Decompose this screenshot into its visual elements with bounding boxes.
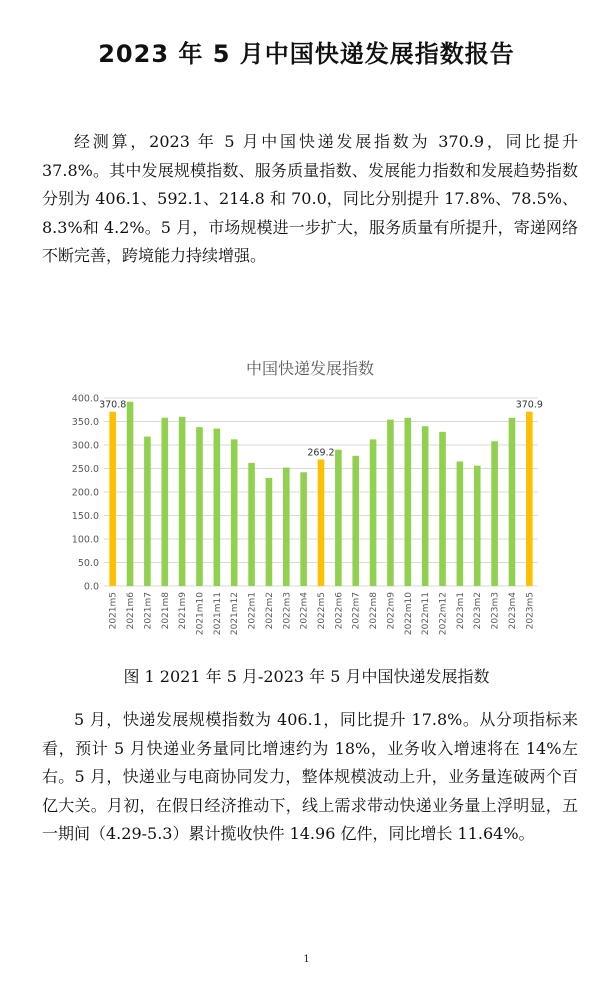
x-tick-label: 2021m10	[195, 592, 206, 636]
y-tick-label: 350.0	[71, 417, 99, 428]
paragraph-summary: 经测算，2023 年 5 月中国快递发展指数为 370.9，同比提升 37.8%。其中发展规模指数、服务质量指数、发展能力指数和发展趋势指数分别为 406.1、592.1、214.8 和 70.0，同比分别提升 17.8%、78.5%、8.3%和 4.2%。5 月，市场规模进一步扩大，服务质量有所提升，寄递网络不断完善，跨境能力持续增强。	[42, 132, 578, 266]
bar	[335, 450, 342, 586]
x-tick-label: 2022m4	[299, 592, 310, 630]
page-number: 1	[303, 954, 310, 965]
bar	[144, 437, 151, 586]
y-tick-label: 250.0	[71, 464, 99, 475]
bar	[491, 441, 498, 586]
x-tick-label: 2023m2	[473, 592, 484, 630]
bar	[387, 420, 394, 586]
x-tick-label: 2022m6	[334, 592, 345, 630]
bar	[352, 456, 359, 586]
x-tick-label: 2021m7	[143, 592, 154, 630]
x-tick-label: 2022m9	[386, 592, 397, 630]
x-tick-label: 2022m12	[438, 592, 449, 636]
x-tick-label: 2021m9	[178, 592, 189, 630]
x-tick-label: 2021m6	[126, 592, 137, 630]
y-tick-label: 400.0	[71, 393, 99, 405]
y-tick-label: 200.0	[71, 487, 99, 499]
bar	[457, 461, 464, 586]
bar	[248, 463, 255, 586]
y-tick-label: 100.0	[71, 534, 99, 546]
x-tick-label: 2023m4	[507, 592, 518, 630]
x-tick-label: 2022m10	[403, 592, 414, 636]
paragraph-scale-index: 5 月，快递发展规模指数为 406.1，同比提升 17.8%。从分项指标来看，预计 5 月快递业务量同比增速约为 18%，业务收入增速将在 14%左右。5 月，快递业与电商协同发力，整体规模波动上升，业务量连破两个百亿大关。月初，在假日经济推动下，线上需求带动快递业务量上浮明显，五一期间（4.29-5.3）累计揽收快件 14.96 亿件，同比增长 11.64%。	[42, 710, 578, 844]
bar	[439, 432, 446, 586]
x-tick-label: 2021m5	[108, 592, 119, 630]
data-label: 370.8	[99, 399, 127, 411]
y-tick-label: 150.0	[71, 511, 99, 522]
y-tick-label: 0.0	[83, 581, 99, 593]
y-tick-label: 50.0	[77, 558, 99, 569]
x-tick-label: 2022m1	[247, 592, 258, 630]
x-tick-label: 2023m1	[455, 592, 466, 630]
bar	[405, 418, 412, 586]
bar	[318, 459, 325, 586]
x-tick-label: 2021m8	[160, 592, 171, 630]
x-tick-label: 2022m2	[264, 592, 275, 630]
bar	[283, 468, 290, 586]
bar	[179, 417, 186, 586]
x-tick-label: 2022m7	[351, 592, 362, 630]
bar	[370, 439, 377, 586]
x-tick-label: 2021m11	[212, 592, 223, 636]
bar-chart	[70, 352, 550, 652]
data-label: 370.9	[515, 399, 543, 411]
x-tick-label: 2022m3	[282, 592, 293, 630]
chart-title: 中国快递发展指数	[245, 359, 374, 378]
y-tick-label: 300.0	[71, 440, 99, 452]
x-tick-label: 2022m5	[317, 592, 327, 630]
page-title: 2023 年 5 月中国快递发展指数报告	[98, 40, 515, 68]
bar	[231, 439, 238, 586]
x-tick-label: 2023m3	[490, 592, 501, 630]
bar	[422, 426, 429, 586]
data-label: 269.2	[307, 447, 335, 459]
bar	[300, 472, 307, 586]
bar	[109, 412, 116, 586]
bar	[509, 418, 516, 586]
bar	[474, 466, 481, 586]
bar	[526, 412, 533, 586]
bar	[127, 402, 134, 586]
x-tick-label: 2023m5	[525, 592, 536, 630]
bar	[196, 427, 203, 586]
x-tick-label: 2021m12	[230, 592, 241, 636]
figure-caption: 图 1 2021 年 5 月-2023 年 5 月中国快递发展指数	[123, 667, 490, 686]
x-tick-label: 2022m11	[421, 592, 432, 636]
chart-container	[70, 352, 550, 652]
bar	[266, 478, 273, 586]
bar	[214, 429, 221, 586]
bar	[161, 418, 168, 586]
x-tick-label: 2022m8	[369, 592, 380, 630]
